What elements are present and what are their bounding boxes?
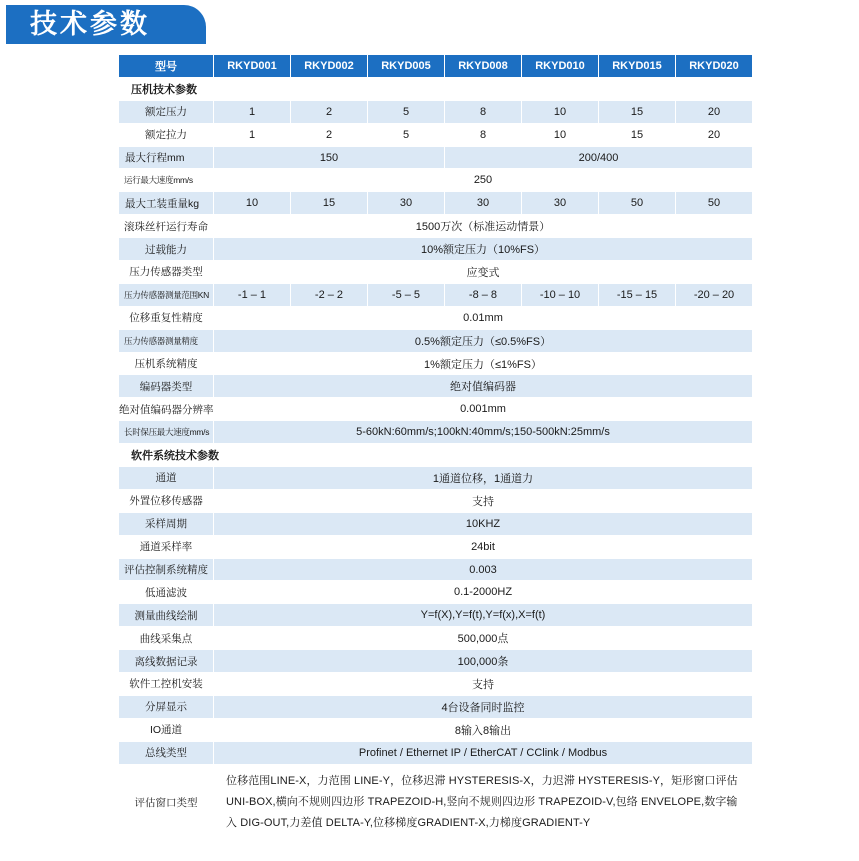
table-cell: 1 [214, 101, 290, 123]
table-row [119, 765, 752, 841]
table-cell: 0.1-2000HZ [214, 581, 752, 603]
table-cell: 15 [599, 124, 675, 146]
table-cell: 4台设备同时监控 [214, 696, 752, 718]
table-cell: 500,000点 [214, 627, 752, 649]
row-label: 外置位移传感器 [119, 490, 213, 512]
table-cell: 8 [445, 101, 521, 123]
table-cell: 5 [368, 101, 444, 123]
row-label: 总线类型 [119, 742, 213, 764]
row-label: 评估窗口类型 [119, 765, 213, 841]
table-cell: 30 [445, 192, 521, 214]
row-label: 长时保压最大速度mm/s [119, 421, 213, 443]
table-cell: -8 – 8 [445, 284, 521, 306]
row-label: 通道 [119, 467, 213, 489]
table-cell: 10 [522, 101, 598, 123]
table-row [119, 169, 752, 191]
row-label: 评估控制系统精度 [119, 559, 213, 581]
section-heading-row [119, 444, 752, 466]
table-cell: 15 [291, 192, 367, 214]
table-row [119, 375, 752, 397]
table-header-row [119, 55, 752, 77]
table-cell: -5 – 5 [368, 284, 444, 306]
table-cell: -10 – 10 [522, 284, 598, 306]
table-cell: 200/400 [445, 147, 752, 169]
spec-table [118, 54, 753, 842]
row-label: 额定压力 [119, 101, 213, 123]
row-label: 采样周期 [119, 513, 213, 535]
table-row [119, 284, 752, 306]
table-row [119, 192, 752, 214]
table-row [119, 513, 752, 535]
row-label: 位移重复性精度 [119, 307, 213, 329]
table-row [119, 719, 752, 741]
table-row [119, 559, 752, 581]
row-label: 分屏显示 [119, 696, 213, 718]
table-row [119, 124, 752, 146]
table-row [119, 330, 752, 352]
table-row [119, 238, 752, 260]
row-label: 通道采样率 [119, 536, 213, 558]
table-cell: -20 – 20 [676, 284, 752, 306]
row-label: IO通道 [119, 719, 213, 741]
table-cell: 20 [676, 124, 752, 146]
row-label: 绝对值编码器分辨率 [119, 398, 213, 420]
table-row [119, 490, 752, 512]
table-cell: 100,000条 [214, 650, 752, 672]
table-cell: 位移范围LINE-X，力范围 LINE-Y，位移迟滞 HYSTERESIS-X，力迟滞 HYSTERESIS-Y，矩形窗口评估 UNI-BOX,横向不规则四边形 TRAPEZOID-H,竖向不规则四边形 TRAPEZOID-V,包络 ENVELOPE,数字输入 DIG-OUT,力差值 DELTA-Y,位移梯度GRADIENT-X,力梯度GRADIENT-Y [214, 765, 752, 841]
table-cell: 0.5%额定压力（≤0.5%FS） [214, 330, 752, 352]
row-label: 额定拉力 [119, 124, 213, 146]
row-label: 压机系统精度 [119, 353, 213, 375]
row-label: 运行最大速度mm/s [119, 169, 213, 191]
table-cell: -1 – 1 [214, 284, 290, 306]
row-label: 曲线采集点 [119, 627, 213, 649]
table-cell: 1500万次（标准运动情景） [214, 215, 752, 237]
header-cell: RKYD008 [445, 55, 521, 77]
table-row [119, 307, 752, 329]
header-cell: RKYD020 [676, 55, 752, 77]
table-cell: 10KHZ [214, 513, 752, 535]
row-label: 测量曲线绘制 [119, 604, 213, 626]
row-label: 压力传感器测量范围KN [119, 284, 213, 306]
table-cell: 8 [445, 124, 521, 146]
section-title-banner: 技术参数 [6, 5, 206, 44]
table-cell: 24bit [214, 536, 752, 558]
table-row [119, 696, 752, 718]
table-cell: 10 [522, 124, 598, 146]
row-label: 滚珠丝杆运行寿命 [119, 215, 213, 237]
row-label: 软件工控机安装 [119, 673, 213, 695]
table-row [119, 421, 752, 443]
table-row [119, 742, 752, 764]
header-cell: RKYD015 [599, 55, 675, 77]
table-cell: 支持 [214, 490, 752, 512]
table-cell: 150 [214, 147, 444, 169]
table-cell: 50 [676, 192, 752, 214]
table-cell: 1%额定压力（≤1%FS） [214, 353, 752, 375]
header-cell: RKYD005 [368, 55, 444, 77]
row-label: 最大行程mm [119, 147, 213, 169]
header-cell: RKYD010 [522, 55, 598, 77]
header-cell: 型号 [119, 55, 213, 77]
table-cell: 5 [368, 124, 444, 146]
row-label: 最大工装重量kg [119, 192, 213, 214]
row-label: 过载能力 [119, 238, 213, 260]
table-row [119, 581, 752, 603]
table-row [119, 650, 752, 672]
table-row [119, 353, 752, 375]
table-row [119, 467, 752, 489]
table-cell: 8输入8输出 [214, 719, 752, 741]
row-label: 离线数据记录 [119, 650, 213, 672]
section-heading: 压机技术参数 [119, 78, 752, 100]
header-cell: RKYD001 [214, 55, 290, 77]
table-row [119, 398, 752, 420]
table-cell: 30 [368, 192, 444, 214]
table-cell: 10%额定压力（10%FS） [214, 238, 752, 260]
table-cell: 0.003 [214, 559, 752, 581]
table-row [119, 673, 752, 695]
table-row [119, 627, 752, 649]
table-cell: 应变式 [214, 261, 752, 283]
table-cell: 0.001mm [214, 398, 752, 420]
table-cell: -2 – 2 [291, 284, 367, 306]
table-cell: 250 [214, 169, 752, 191]
table-cell: 2 [291, 124, 367, 146]
table-row [119, 215, 752, 237]
table-cell: Y=f(X),Y=f(t),Y=f(x),X=f(t) [214, 604, 752, 626]
table-cell: 0.01mm [214, 307, 752, 329]
row-label: 编码器类型 [119, 375, 213, 397]
table-row [119, 261, 752, 283]
table-cell: 1 [214, 124, 290, 146]
table-cell: 15 [599, 101, 675, 123]
table-row [119, 147, 752, 169]
table-cell: 50 [599, 192, 675, 214]
table-cell: Profinet / Ethernet IP / EtherCAT / CClink / Modbus [214, 742, 752, 764]
row-label: 压力传感器类型 [119, 261, 213, 283]
table-row [119, 604, 752, 626]
row-label: 压力传感器测量精度 [119, 330, 213, 352]
header-cell: RKYD002 [291, 55, 367, 77]
table-cell: 2 [291, 101, 367, 123]
table-cell: 绝对值编码器 [214, 375, 752, 397]
section-heading: 软件系统技术参数 [119, 444, 752, 466]
row-label: 低通滤波 [119, 581, 213, 603]
table-cell: 30 [522, 192, 598, 214]
section-heading-row [119, 78, 752, 100]
table-row [119, 536, 752, 558]
table-cell: 1通道位移，1通道力 [214, 467, 752, 489]
table-cell: 支持 [214, 673, 752, 695]
table-cell: 10 [214, 192, 290, 214]
table-row [119, 101, 752, 123]
table-cell: 20 [676, 101, 752, 123]
table-cell: 5-60kN:60mm/s;100kN:40mm/s;150-500kN:25mm/s [214, 421, 752, 443]
table-cell: -15 – 15 [599, 284, 675, 306]
